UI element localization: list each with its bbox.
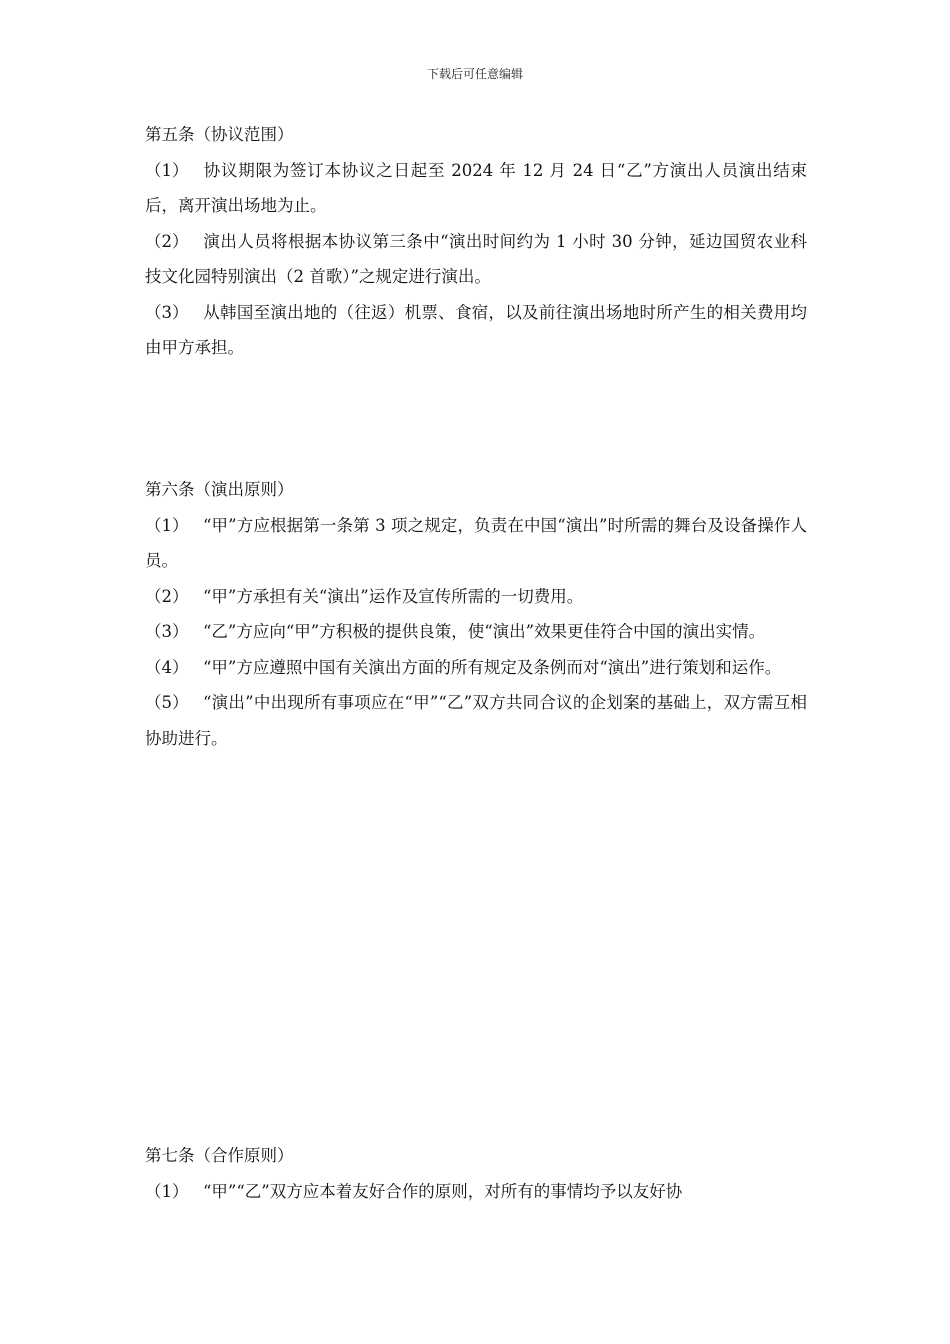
section-title: 第七条（合作原则）	[145, 1146, 294, 1165]
clause-text: “甲”方应遵照中国有关演出方面的所有规定及条例而对“演出”进行策划和运作。	[203, 657, 782, 677]
section-title: 第五条（协议范围）	[145, 125, 294, 144]
clause-number: （1）	[145, 515, 189, 535]
clause-text: “甲”“乙”双方应本着友好合作的原则，对所有的事情均予以友好协	[203, 1181, 683, 1201]
clause-number: （2）	[145, 231, 189, 251]
clause-item	[145, 650, 807, 686]
clause-item	[145, 579, 807, 615]
clause-text: “甲”方应根据第一条第 3 项之规定，负责在中国“演出”时所需的舞台及设备操作人员。	[145, 515, 807, 570]
clause-item	[145, 153, 807, 224]
clause-text: “甲”方承担有关“演出”运作及宣传所需的一切费用。	[203, 586, 584, 606]
clause-number: （3）	[145, 302, 189, 322]
clause-item	[145, 685, 807, 756]
clause-item	[145, 508, 807, 579]
clause-text: 从韩国至演出地的（往返）机票、食宿，以及前往演出场地时所产生的相关费用均由甲方承担。	[145, 302, 807, 357]
clause-item	[145, 224, 807, 295]
page-header: 下载后可任意编辑	[426, 67, 523, 81]
clause-number: （1）	[145, 1181, 189, 1201]
clause-number: （5）	[145, 693, 189, 712]
clause-text: 演出人员将根据本协议第三条中“演出时间约为 1 小时 30 分钟，延边国贸农业科技文化园特别演出（2 首歌）”之规定进行演出。	[145, 231, 807, 286]
clause-number: （4）	[145, 657, 189, 677]
clause-item	[145, 295, 807, 366]
clause-number: （2）	[145, 586, 189, 606]
clause-number: （3）	[145, 622, 189, 641]
clause-item	[145, 1174, 807, 1210]
clause-text: “演出”中出现所有事项应在“甲”“乙”双方共同合议的企划案的基础上，双方需互相协助进行。	[145, 693, 807, 748]
section-6	[145, 472, 807, 756]
clause-text: 协议期限为签订本协议之日起至 2024 年 12 月 24 日“乙”方演出人员演出结束后，离开演出场地为止。	[145, 160, 807, 215]
clause-number: （1）	[145, 160, 189, 180]
clause-item	[145, 614, 807, 650]
clause-text: “乙”方应向“甲”方积极的提供良策，使“演出”效果更佳符合中国的演出实情。	[203, 622, 766, 641]
section-title: 第六条（演出原则）	[145, 480, 294, 499]
section-5	[145, 117, 807, 366]
section-7	[145, 1138, 807, 1209]
